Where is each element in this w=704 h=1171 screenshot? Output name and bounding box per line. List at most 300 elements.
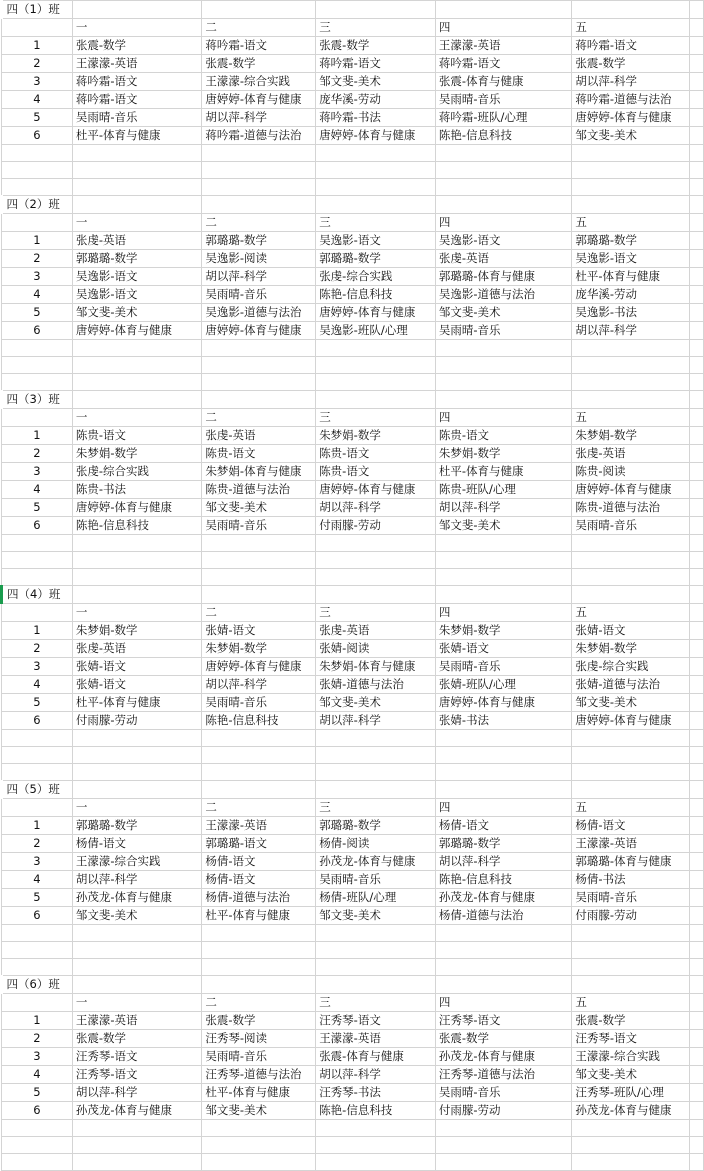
day-header-cell[interactable]: 一 xyxy=(72,604,202,622)
lesson-cell[interactable]: 陈贵-道德与法治 xyxy=(572,499,690,517)
empty-cell[interactable] xyxy=(72,1,202,19)
lesson-cell[interactable]: 吴逸影-阅读 xyxy=(202,250,316,268)
period-number-cell[interactable]: 1 xyxy=(2,427,73,445)
lesson-cell[interactable]: 王濛濛-英语 xyxy=(72,1012,202,1030)
lesson-cell[interactable]: 张震-数学 xyxy=(572,1012,690,1030)
day-header-cell[interactable]: 三 xyxy=(316,604,436,622)
day-header-cell[interactable]: 五 xyxy=(572,604,690,622)
empty-cell[interactable] xyxy=(690,835,704,853)
lesson-cell[interactable]: 孙茂龙-体育与健康 xyxy=(435,1048,571,1066)
empty-cell[interactable] xyxy=(435,145,571,162)
lesson-cell[interactable]: 付雨朦-劳动 xyxy=(572,907,690,925)
lesson-cell[interactable]: 吴雨晴-音乐 xyxy=(202,694,316,712)
empty-cell[interactable] xyxy=(690,322,704,340)
empty-cell[interactable] xyxy=(202,179,316,196)
lesson-cell[interactable]: 张震-数学 xyxy=(72,37,202,55)
empty-cell[interactable] xyxy=(316,391,436,409)
lesson-cell[interactable]: 胡以萍-科学 xyxy=(435,853,571,871)
empty-cell[interactable] xyxy=(72,747,202,764)
lesson-cell[interactable]: 陈艳-信息科技 xyxy=(316,1102,436,1120)
lesson-cell[interactable]: 邹文斐-美术 xyxy=(435,304,571,322)
lesson-cell[interactable]: 汪秀琴-班队/心理 xyxy=(572,1084,690,1102)
period-number-cell[interactable]: 2 xyxy=(2,835,73,853)
lesson-cell[interactable]: 张震-数学 xyxy=(316,37,436,55)
lesson-cell[interactable]: 唐婷婷-体育与健康 xyxy=(572,481,690,499)
period-number-cell[interactable]: 4 xyxy=(2,481,73,499)
empty-cell[interactable] xyxy=(435,730,571,747)
empty-cell[interactable] xyxy=(316,357,436,374)
empty-cell[interactable] xyxy=(316,1154,436,1171)
lesson-cell[interactable]: 张虔-英语 xyxy=(316,622,436,640)
class-title-cell[interactable]: 四（3）班 xyxy=(2,391,73,409)
lesson-cell[interactable]: 胡以萍-科学 xyxy=(435,499,571,517)
lesson-cell[interactable]: 陈贵-语文 xyxy=(316,463,436,481)
empty-cell[interactable] xyxy=(202,1154,316,1171)
lesson-cell[interactable]: 唐婷婷-体育与健康 xyxy=(316,304,436,322)
lesson-cell[interactable]: 杜平-体育与健康 xyxy=(572,268,690,286)
empty-cell[interactable] xyxy=(435,391,571,409)
day-header-cell[interactable]: 五 xyxy=(572,799,690,817)
empty-cell[interactable] xyxy=(316,196,436,214)
lesson-cell[interactable]: 王濛濛-综合实践 xyxy=(202,73,316,91)
empty-cell[interactable] xyxy=(2,357,73,374)
period-number-cell[interactable]: 1 xyxy=(2,817,73,835)
empty-cell[interactable] xyxy=(690,622,704,640)
empty-cell[interactable] xyxy=(202,925,316,942)
period-number-cell[interactable]: 2 xyxy=(2,640,73,658)
period-number-cell[interactable]: 1 xyxy=(2,232,73,250)
empty-cell[interactable] xyxy=(435,781,571,799)
empty-cell[interactable] xyxy=(435,357,571,374)
lesson-cell[interactable]: 胡以萍-科学 xyxy=(202,109,316,127)
empty-cell[interactable] xyxy=(2,569,73,586)
empty-cell[interactable] xyxy=(572,374,690,391)
lesson-cell[interactable]: 蒋吟霜-语文 xyxy=(202,37,316,55)
lesson-cell[interactable]: 杜平-体育与健康 xyxy=(72,694,202,712)
day-header-cell[interactable]: 三 xyxy=(316,19,436,37)
empty-cell[interactable] xyxy=(435,374,571,391)
lesson-cell[interactable]: 杨倩-班队/心理 xyxy=(316,889,436,907)
lesson-cell[interactable]: 朱梦娟-数学 xyxy=(572,427,690,445)
empty-cell[interactable] xyxy=(316,340,436,357)
empty-cell[interactable] xyxy=(690,127,704,145)
empty-cell[interactable] xyxy=(572,764,690,781)
empty-cell[interactable] xyxy=(316,1137,436,1154)
empty-cell[interactable] xyxy=(72,942,202,959)
lesson-cell[interactable]: 汪秀琴-道德与法治 xyxy=(202,1066,316,1084)
empty-cell[interactable] xyxy=(690,232,704,250)
lesson-cell[interactable]: 张虔-英语 xyxy=(435,250,571,268)
lesson-cell[interactable]: 蒋吟霜-语文 xyxy=(572,37,690,55)
empty-cell[interactable] xyxy=(2,764,73,781)
empty-cell[interactable] xyxy=(572,196,690,214)
empty-cell[interactable] xyxy=(72,764,202,781)
empty-cell[interactable] xyxy=(316,535,436,552)
empty-cell[interactable] xyxy=(690,19,704,37)
empty-cell[interactable] xyxy=(202,959,316,976)
period-number-cell[interactable]: 2 xyxy=(2,1030,73,1048)
lesson-cell[interactable]: 蒋吟霜-书法 xyxy=(316,109,436,127)
period-number-cell[interactable]: 5 xyxy=(2,304,73,322)
empty-cell[interactable] xyxy=(316,942,436,959)
lesson-cell[interactable]: 胡以萍-科学 xyxy=(72,1084,202,1102)
empty-cell[interactable] xyxy=(72,1137,202,1154)
empty-cell[interactable] xyxy=(435,1154,571,1171)
day-header-cell[interactable]: 四 xyxy=(435,19,571,37)
empty-cell[interactable] xyxy=(572,942,690,959)
empty-cell[interactable] xyxy=(202,781,316,799)
lesson-cell[interactable]: 陈贵-班队/心理 xyxy=(435,481,571,499)
lesson-cell[interactable]: 邹文斐-美术 xyxy=(316,73,436,91)
lesson-cell[interactable]: 吴雨晴-音乐 xyxy=(316,871,436,889)
lesson-cell[interactable]: 陈贵-书法 xyxy=(72,481,202,499)
empty-cell[interactable] xyxy=(2,604,73,622)
lesson-cell[interactable]: 张婧-书法 xyxy=(435,712,571,730)
lesson-cell[interactable]: 邹文斐-美术 xyxy=(572,1066,690,1084)
lesson-cell[interactable]: 郭璐璐-数学 xyxy=(316,817,436,835)
lesson-cell[interactable]: 蒋吟霜-道德与法治 xyxy=(572,91,690,109)
empty-cell[interactable] xyxy=(72,145,202,162)
lesson-cell[interactable]: 张婧-语文 xyxy=(72,676,202,694)
lesson-cell[interactable]: 吴雨晴-音乐 xyxy=(202,286,316,304)
lesson-cell[interactable]: 汪秀琴-语文 xyxy=(572,1030,690,1048)
lesson-cell[interactable]: 吴雨晴-音乐 xyxy=(435,322,571,340)
empty-cell[interactable] xyxy=(2,214,73,232)
lesson-cell[interactable]: 张婧-道德与法治 xyxy=(572,676,690,694)
empty-cell[interactable] xyxy=(572,781,690,799)
empty-cell[interactable] xyxy=(316,145,436,162)
empty-cell[interactable] xyxy=(316,1,436,19)
lesson-cell[interactable]: 朱梦娟-数学 xyxy=(572,640,690,658)
empty-cell[interactable] xyxy=(690,871,704,889)
empty-cell[interactable] xyxy=(690,799,704,817)
empty-cell[interactable] xyxy=(690,1048,704,1066)
lesson-cell[interactable]: 王濛濛-综合实践 xyxy=(72,853,202,871)
period-number-cell[interactable]: 6 xyxy=(2,712,73,730)
empty-cell[interactable] xyxy=(690,925,704,942)
empty-cell[interactable] xyxy=(690,1120,704,1137)
lesson-cell[interactable]: 吴逸影-语文 xyxy=(572,250,690,268)
empty-cell[interactable] xyxy=(690,250,704,268)
empty-cell[interactable] xyxy=(690,481,704,499)
lesson-cell[interactable]: 张婧-道德与法治 xyxy=(316,676,436,694)
lesson-cell[interactable]: 吴雨晴-音乐 xyxy=(572,889,690,907)
empty-cell[interactable] xyxy=(202,340,316,357)
period-number-cell[interactable]: 5 xyxy=(2,109,73,127)
empty-cell[interactable] xyxy=(2,1137,73,1154)
lesson-cell[interactable]: 郭璐璐-数学 xyxy=(316,250,436,268)
lesson-cell[interactable]: 胡以萍-科学 xyxy=(202,676,316,694)
empty-cell[interactable] xyxy=(690,1137,704,1154)
empty-cell[interactable] xyxy=(316,552,436,569)
period-number-cell[interactable]: 3 xyxy=(2,463,73,481)
empty-cell[interactable] xyxy=(202,1137,316,1154)
empty-cell[interactable] xyxy=(72,586,202,604)
period-number-cell[interactable]: 4 xyxy=(2,286,73,304)
empty-cell[interactable] xyxy=(572,391,690,409)
empty-cell[interactable] xyxy=(690,91,704,109)
period-number-cell[interactable]: 5 xyxy=(2,889,73,907)
empty-cell[interactable] xyxy=(572,730,690,747)
lesson-cell[interactable]: 邹文斐-美术 xyxy=(202,499,316,517)
period-number-cell[interactable]: 4 xyxy=(2,676,73,694)
lesson-cell[interactable]: 张虔-英语 xyxy=(72,640,202,658)
empty-cell[interactable] xyxy=(316,1120,436,1137)
lesson-cell[interactable]: 张婧-语文 xyxy=(72,658,202,676)
empty-cell[interactable] xyxy=(435,552,571,569)
lesson-cell[interactable]: 郭璐璐-体育与健康 xyxy=(572,853,690,871)
empty-cell[interactable] xyxy=(690,1030,704,1048)
empty-cell[interactable] xyxy=(316,179,436,196)
empty-cell[interactable] xyxy=(690,445,704,463)
empty-cell[interactable] xyxy=(316,374,436,391)
empty-cell[interactable] xyxy=(316,569,436,586)
lesson-cell[interactable]: 唐婷婷-体育与健康 xyxy=(572,712,690,730)
empty-cell[interactable] xyxy=(690,640,704,658)
lesson-cell[interactable]: 汪秀琴-语文 xyxy=(72,1066,202,1084)
period-number-cell[interactable]: 3 xyxy=(2,853,73,871)
empty-cell[interactable] xyxy=(316,764,436,781)
period-number-cell[interactable]: 3 xyxy=(2,658,73,676)
empty-cell[interactable] xyxy=(690,55,704,73)
empty-cell[interactable] xyxy=(572,976,690,994)
lesson-cell[interactable]: 孙茂龙-体育与健康 xyxy=(316,853,436,871)
lesson-cell[interactable]: 郭璐璐-数学 xyxy=(72,250,202,268)
empty-cell[interactable] xyxy=(2,799,73,817)
empty-cell[interactable] xyxy=(316,959,436,976)
lesson-cell[interactable]: 陈艳-信息科技 xyxy=(435,127,571,145)
empty-cell[interactable] xyxy=(690,286,704,304)
class-title-cell[interactable]: 四（1）班 xyxy=(2,1,73,19)
empty-cell[interactable] xyxy=(2,552,73,569)
empty-cell[interactable] xyxy=(572,535,690,552)
lesson-cell[interactable]: 吴逸影-语文 xyxy=(72,268,202,286)
lesson-cell[interactable]: 郭璐璐-体育与健康 xyxy=(435,268,571,286)
empty-cell[interactable] xyxy=(2,1120,73,1137)
lesson-cell[interactable]: 庞华溪-劳动 xyxy=(316,91,436,109)
lesson-cell[interactable]: 郭璐璐-数学 xyxy=(435,835,571,853)
empty-cell[interactable] xyxy=(572,340,690,357)
lesson-cell[interactable]: 杨倩-语文 xyxy=(72,835,202,853)
lesson-cell[interactable]: 郭璐璐-语文 xyxy=(202,835,316,853)
empty-cell[interactable] xyxy=(690,853,704,871)
lesson-cell[interactable]: 陈贵-语文 xyxy=(316,445,436,463)
period-number-cell[interactable]: 5 xyxy=(2,499,73,517)
lesson-cell[interactable]: 吴雨晴-音乐 xyxy=(202,1048,316,1066)
lesson-cell[interactable]: 陈艳-信息科技 xyxy=(316,286,436,304)
lesson-cell[interactable]: 邹文斐-美术 xyxy=(435,517,571,535)
empty-cell[interactable] xyxy=(435,340,571,357)
day-header-cell[interactable]: 一 xyxy=(72,799,202,817)
period-number-cell[interactable]: 3 xyxy=(2,268,73,286)
lesson-cell[interactable]: 吴雨晴-音乐 xyxy=(202,517,316,535)
empty-cell[interactable] xyxy=(316,781,436,799)
lesson-cell[interactable]: 邹文斐-美术 xyxy=(316,907,436,925)
empty-cell[interactable] xyxy=(2,162,73,179)
empty-cell[interactable] xyxy=(572,162,690,179)
empty-cell[interactable] xyxy=(690,517,704,535)
period-number-cell[interactable]: 4 xyxy=(2,871,73,889)
day-header-cell[interactable]: 二 xyxy=(202,214,316,232)
empty-cell[interactable] xyxy=(202,586,316,604)
empty-cell[interactable] xyxy=(572,925,690,942)
empty-cell[interactable] xyxy=(435,1120,571,1137)
lesson-cell[interactable]: 朱梦娟-数学 xyxy=(435,622,571,640)
lesson-cell[interactable]: 朱梦娟-体育与健康 xyxy=(202,463,316,481)
empty-cell[interactable] xyxy=(690,73,704,91)
empty-cell[interactable] xyxy=(2,1154,73,1171)
empty-cell[interactable] xyxy=(690,427,704,445)
lesson-cell[interactable]: 唐婷婷-体育与健康 xyxy=(316,127,436,145)
period-number-cell[interactable]: 5 xyxy=(2,694,73,712)
empty-cell[interactable] xyxy=(572,145,690,162)
period-number-cell[interactable]: 1 xyxy=(2,37,73,55)
lesson-cell[interactable]: 朱梦娟-数学 xyxy=(72,622,202,640)
empty-cell[interactable] xyxy=(202,730,316,747)
lesson-cell[interactable]: 胡以萍-科学 xyxy=(316,712,436,730)
lesson-cell[interactable]: 蒋吟霜-语文 xyxy=(435,55,571,73)
empty-cell[interactable] xyxy=(72,925,202,942)
lesson-cell[interactable]: 胡以萍-科学 xyxy=(316,499,436,517)
empty-cell[interactable] xyxy=(72,374,202,391)
lesson-cell[interactable]: 杨倩-道德与法治 xyxy=(202,889,316,907)
lesson-cell[interactable]: 张虔-英语 xyxy=(202,427,316,445)
lesson-cell[interactable]: 唐婷婷-体育与健康 xyxy=(202,91,316,109)
lesson-cell[interactable]: 陈贵-阅读 xyxy=(572,463,690,481)
lesson-cell[interactable]: 杜平-体育与健康 xyxy=(202,1084,316,1102)
empty-cell[interactable] xyxy=(2,925,73,942)
empty-cell[interactable] xyxy=(690,357,704,374)
empty-cell[interactable] xyxy=(690,37,704,55)
lesson-cell[interactable]: 汪秀琴-语文 xyxy=(435,1012,571,1030)
lesson-cell[interactable]: 杨倩-书法 xyxy=(572,871,690,889)
empty-cell[interactable] xyxy=(690,817,704,835)
empty-cell[interactable] xyxy=(690,552,704,569)
empty-cell[interactable] xyxy=(690,604,704,622)
empty-cell[interactable] xyxy=(690,676,704,694)
empty-cell[interactable] xyxy=(72,959,202,976)
empty-cell[interactable] xyxy=(72,730,202,747)
empty-cell[interactable] xyxy=(572,569,690,586)
day-header-cell[interactable]: 四 xyxy=(435,799,571,817)
lesson-cell[interactable]: 胡以萍-科学 xyxy=(72,871,202,889)
period-number-cell[interactable]: 6 xyxy=(2,907,73,925)
empty-cell[interactable] xyxy=(690,976,704,994)
empty-cell[interactable] xyxy=(72,340,202,357)
empty-cell[interactable] xyxy=(690,712,704,730)
empty-cell[interactable] xyxy=(435,586,571,604)
lesson-cell[interactable]: 张虔-综合实践 xyxy=(316,268,436,286)
empty-cell[interactable] xyxy=(202,764,316,781)
empty-cell[interactable] xyxy=(690,658,704,676)
empty-cell[interactable] xyxy=(690,463,704,481)
empty-cell[interactable] xyxy=(690,1084,704,1102)
empty-cell[interactable] xyxy=(572,1,690,19)
lesson-cell[interactable]: 张震-体育与健康 xyxy=(435,73,571,91)
empty-cell[interactable] xyxy=(690,162,704,179)
day-header-cell[interactable]: 二 xyxy=(202,604,316,622)
empty-cell[interactable] xyxy=(690,1154,704,1171)
lesson-cell[interactable]: 唐婷婷-体育与健康 xyxy=(72,322,202,340)
empty-cell[interactable] xyxy=(435,764,571,781)
empty-cell[interactable] xyxy=(572,179,690,196)
period-number-cell[interactable]: 2 xyxy=(2,55,73,73)
empty-cell[interactable] xyxy=(72,781,202,799)
empty-cell[interactable] xyxy=(690,196,704,214)
lesson-cell[interactable]: 陈贵-道德与法治 xyxy=(202,481,316,499)
day-header-cell[interactable]: 二 xyxy=(202,409,316,427)
lesson-cell[interactable]: 唐婷婷-体育与健康 xyxy=(202,658,316,676)
lesson-cell[interactable]: 吴逸影-道德与法治 xyxy=(435,286,571,304)
lesson-cell[interactable]: 汪秀琴-语文 xyxy=(316,1012,436,1030)
empty-cell[interactable] xyxy=(202,357,316,374)
lesson-cell[interactable]: 胡以萍-科学 xyxy=(202,268,316,286)
lesson-cell[interactable]: 吴雨晴-音乐 xyxy=(435,658,571,676)
empty-cell[interactable] xyxy=(202,162,316,179)
empty-cell[interactable] xyxy=(72,552,202,569)
empty-cell[interactable] xyxy=(690,268,704,286)
lesson-cell[interactable]: 唐婷婷-体育与健康 xyxy=(72,499,202,517)
empty-cell[interactable] xyxy=(572,747,690,764)
lesson-cell[interactable]: 张震-数学 xyxy=(72,1030,202,1048)
lesson-cell[interactable]: 吴雨晴-音乐 xyxy=(572,517,690,535)
empty-cell[interactable] xyxy=(690,994,704,1012)
lesson-cell[interactable]: 唐婷婷-体育与健康 xyxy=(316,481,436,499)
day-header-cell[interactable]: 五 xyxy=(572,214,690,232)
lesson-cell[interactable]: 邹文斐-美术 xyxy=(572,127,690,145)
period-number-cell[interactable]: 5 xyxy=(2,1084,73,1102)
empty-cell[interactable] xyxy=(316,747,436,764)
lesson-cell[interactable]: 张震-数学 xyxy=(572,55,690,73)
lesson-cell[interactable]: 蒋吟霜-语文 xyxy=(72,73,202,91)
day-header-cell[interactable]: 五 xyxy=(572,19,690,37)
lesson-cell[interactable]: 唐婷婷-体育与健康 xyxy=(572,109,690,127)
empty-cell[interactable] xyxy=(690,747,704,764)
lesson-cell[interactable]: 庞华溪-劳动 xyxy=(572,286,690,304)
period-number-cell[interactable]: 1 xyxy=(2,1012,73,1030)
day-header-cell[interactable]: 三 xyxy=(316,994,436,1012)
empty-cell[interactable] xyxy=(690,179,704,196)
empty-cell[interactable] xyxy=(435,747,571,764)
empty-cell[interactable] xyxy=(72,1120,202,1137)
period-number-cell[interactable]: 6 xyxy=(2,322,73,340)
empty-cell[interactable] xyxy=(690,535,704,552)
lesson-cell[interactable]: 张婧-班队/心理 xyxy=(435,676,571,694)
lesson-cell[interactable]: 胡以萍-科学 xyxy=(316,1066,436,1084)
empty-cell[interactable] xyxy=(690,304,704,322)
empty-cell[interactable] xyxy=(572,1120,690,1137)
empty-cell[interactable] xyxy=(72,569,202,586)
empty-cell[interactable] xyxy=(690,109,704,127)
day-header-cell[interactable]: 四 xyxy=(435,409,571,427)
period-number-cell[interactable]: 6 xyxy=(2,1102,73,1120)
lesson-cell[interactable]: 蒋吟霜-语文 xyxy=(72,91,202,109)
lesson-cell[interactable]: 陈艳-信息科技 xyxy=(72,517,202,535)
period-number-cell[interactable]: 4 xyxy=(2,91,73,109)
class-title-cell[interactable]: 四（5）班 xyxy=(2,781,73,799)
lesson-cell[interactable]: 吴雨晴-音乐 xyxy=(72,109,202,127)
lesson-cell[interactable]: 张婧-阅读 xyxy=(316,640,436,658)
day-header-cell[interactable]: 五 xyxy=(572,994,690,1012)
empty-cell[interactable] xyxy=(572,552,690,569)
lesson-cell[interactable]: 郭璐璐-数学 xyxy=(202,232,316,250)
day-header-cell[interactable]: 二 xyxy=(202,799,316,817)
class-title-cell[interactable]: 四（6）班 xyxy=(2,976,73,994)
empty-cell[interactable] xyxy=(690,1,704,19)
empty-cell[interactable] xyxy=(72,1154,202,1171)
lesson-cell[interactable]: 张震-数学 xyxy=(202,55,316,73)
empty-cell[interactable] xyxy=(202,391,316,409)
